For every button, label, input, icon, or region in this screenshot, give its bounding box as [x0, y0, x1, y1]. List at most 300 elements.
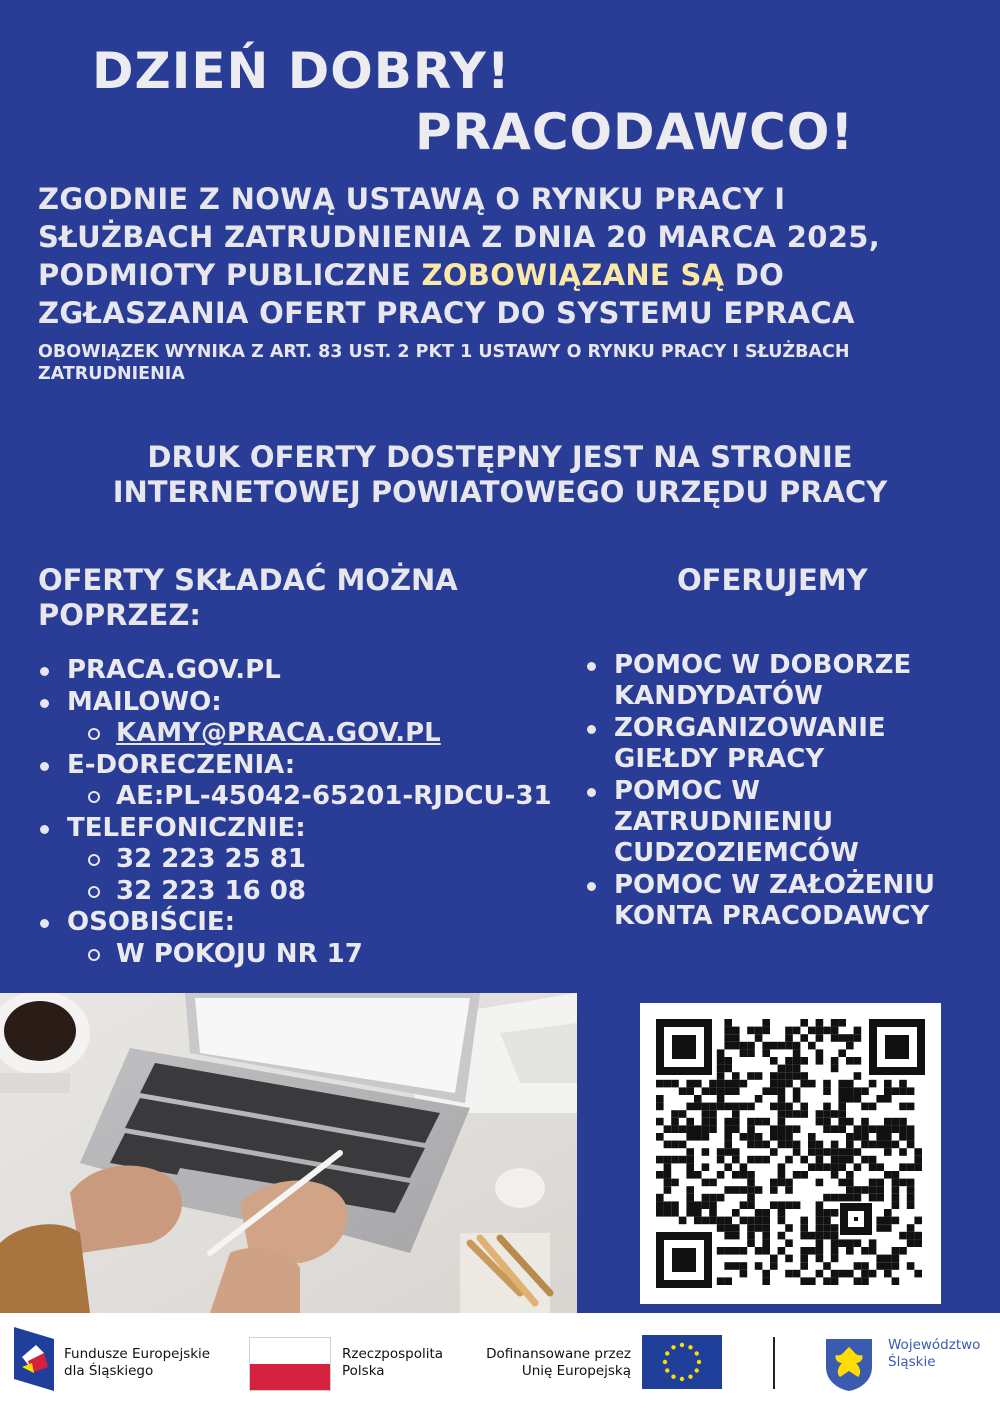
qr-module: [831, 1163, 839, 1171]
qr-module: [747, 1217, 755, 1225]
qr-module: [914, 1217, 922, 1225]
qr-module: [671, 1118, 679, 1126]
poland-label: Rzeczpospolita Polska: [342, 1346, 444, 1379]
qr-module: [907, 1262, 915, 1270]
qr-module: [892, 1277, 900, 1285]
qr-module: [884, 1171, 892, 1179]
qr-module: [892, 1217, 900, 1225]
qr-module: [793, 1141, 801, 1149]
qr-module: [709, 1209, 717, 1217]
qr-module: [884, 1148, 892, 1156]
qr-module: [755, 1034, 763, 1042]
qr-module: [686, 1087, 694, 1095]
eu-star: [680, 1343, 684, 1347]
qr-module: [876, 1141, 884, 1149]
qr-module: [762, 1217, 770, 1225]
qr-module: [778, 1087, 786, 1095]
qr-module: [762, 1027, 770, 1035]
qr-module: [770, 1080, 778, 1088]
qr-module: [800, 1019, 808, 1027]
list-item: POMOC W DOBORZE KANDYDATÓW: [585, 650, 974, 712]
qr-module: [854, 1262, 862, 1270]
qr-module: [671, 1209, 679, 1217]
qr-module: [892, 1141, 900, 1149]
qr-module: [823, 1277, 831, 1285]
qr-module: [816, 1163, 824, 1171]
qr-module: [831, 1065, 839, 1073]
qr-module: [732, 1209, 740, 1217]
qr-module: [679, 1217, 687, 1225]
qr-module: [656, 1194, 664, 1202]
qr-module: [808, 1042, 816, 1050]
email-link[interactable]: KAMY@PRACA.GOV.PL: [116, 718, 441, 748]
qr-module: [770, 1148, 778, 1156]
qr-module: [679, 1125, 687, 1133]
qr-module: [724, 1125, 732, 1133]
qr-module: [869, 1141, 877, 1149]
qr-module: [854, 1095, 862, 1103]
qr-module: [762, 1141, 770, 1149]
qr-module: [884, 1262, 892, 1270]
qr-module: [816, 1027, 824, 1035]
qr-module: [823, 1087, 831, 1095]
qr-module: [861, 1103, 869, 1111]
qr-module: [884, 1125, 892, 1133]
eu-star: [665, 1368, 669, 1372]
qr-module: [747, 1125, 755, 1133]
qr-module: [717, 1103, 725, 1111]
qr-module: [823, 1118, 831, 1126]
qr-module: [793, 1057, 801, 1065]
qr-module: [702, 1217, 710, 1225]
qr-module: [876, 1262, 884, 1270]
qr-module: [846, 1171, 854, 1179]
qr-module: [709, 1125, 717, 1133]
qr-module: [732, 1027, 740, 1035]
qr-module: [717, 1087, 725, 1095]
qr-module: [914, 1156, 922, 1164]
list-item: PRACA.GOV.PL: [38, 655, 578, 687]
qr-module: [907, 1224, 915, 1232]
qr-module: [740, 1201, 748, 1209]
eu-star: [697, 1360, 701, 1364]
qr-module: [740, 1262, 748, 1270]
qr-module: [747, 1179, 755, 1187]
qr-module: [846, 1118, 854, 1126]
qr-module: [694, 1095, 702, 1103]
qr-module: [785, 1179, 793, 1187]
qr-module: [717, 1247, 725, 1255]
qr-module: [831, 1247, 839, 1255]
qr-module: [762, 1270, 770, 1278]
qr-module: [778, 1080, 786, 1088]
list-item: POMOC W ZAŁOŻENIU KONTA PRACODAWCY: [585, 870, 1000, 932]
qr-module: [854, 1163, 862, 1171]
qr-module: [747, 1171, 755, 1179]
qr-module: [907, 1239, 915, 1247]
qr-module: [884, 1118, 892, 1126]
qr-module: [831, 1209, 839, 1217]
qr-module: [823, 1080, 831, 1088]
qr-module: [724, 1019, 732, 1027]
qr-module: [656, 1171, 664, 1179]
eu-cofunded-label: Dofinansowane przez Unię Europejską: [486, 1346, 631, 1379]
qr-module: [656, 1209, 664, 1217]
qr-module: [740, 1049, 748, 1057]
qr-module: [876, 1186, 884, 1194]
qr-module: [846, 1186, 854, 1194]
qr-module: [762, 1232, 770, 1240]
qr-module: [838, 1095, 846, 1103]
qr-module: [770, 1103, 778, 1111]
qr-module: [755, 1095, 763, 1103]
qr-module: [816, 1217, 824, 1225]
qr-module: [823, 1262, 831, 1270]
qr-module: [876, 1125, 884, 1133]
qr-module: [854, 1194, 862, 1202]
qr-module: [838, 1239, 846, 1247]
qr-module: [861, 1270, 869, 1278]
qr-code-icon: [640, 1003, 941, 1304]
qr-module: [800, 1224, 808, 1232]
qr-module: [709, 1217, 717, 1225]
qr-module: [808, 1232, 816, 1240]
qr-module: [846, 1179, 854, 1187]
qr-module: [717, 1049, 725, 1057]
qr-module: [838, 1179, 846, 1187]
qr-module: [747, 1118, 755, 1126]
qr-module: [816, 1141, 824, 1149]
qr-module: [724, 1042, 732, 1050]
qr-module: [793, 1125, 801, 1133]
qr-module: [899, 1179, 907, 1187]
qr-module: [702, 1148, 710, 1156]
qr-module: [686, 1186, 694, 1194]
qr-module: [656, 1201, 664, 1209]
qr-module: [861, 1186, 869, 1194]
qr-module: [778, 1209, 786, 1217]
qr-module: [785, 1103, 793, 1111]
submit-offers-title: OFERTY SKŁADAĆ MOŻNA POPRZEZ:: [38, 563, 458, 632]
list-item: TELEFONICZNIE:: [38, 813, 578, 845]
qr-module: [876, 1163, 884, 1171]
qr-module: [755, 1072, 763, 1080]
qr-module: [778, 1095, 786, 1103]
qr-module: [656, 1103, 664, 1111]
qr-module: [899, 1125, 907, 1133]
qr-module: [831, 1277, 839, 1285]
qr-module: [732, 1087, 740, 1095]
qr-module: [717, 1065, 725, 1073]
qr-module: [664, 1080, 672, 1088]
qr-module: [732, 1232, 740, 1240]
qr-module: [686, 1148, 694, 1156]
qr-module: [846, 1239, 854, 1247]
qr-module: [831, 1232, 839, 1240]
qr-module: [702, 1163, 710, 1171]
qr-module: [892, 1125, 900, 1133]
qr-module: [816, 1156, 824, 1164]
qr-module: [778, 1201, 786, 1209]
qr-module: [778, 1118, 786, 1126]
qr-module: [724, 1034, 732, 1042]
qr-module: [664, 1209, 672, 1217]
qr-module: [861, 1156, 869, 1164]
qr-module: [770, 1133, 778, 1141]
qr-module: [861, 1087, 869, 1095]
qr-module: [854, 1277, 862, 1285]
qr-module: [732, 1148, 740, 1156]
qr-module: [831, 1270, 839, 1278]
silesia-label: Województwo Śląskie: [888, 1337, 981, 1370]
qr-module: [740, 1186, 748, 1194]
qr-module: [671, 1080, 679, 1088]
qr-module: [732, 1224, 740, 1232]
qr-module: [800, 1255, 808, 1263]
qr-module: [664, 1163, 672, 1171]
qr-module: [664, 1201, 672, 1209]
qr-module: [846, 1095, 854, 1103]
qr-module: [816, 1232, 824, 1240]
qr-module: [800, 1103, 808, 1111]
qr-module: [755, 1186, 763, 1194]
qr-module: [892, 1201, 900, 1209]
qr-module: [717, 1171, 725, 1179]
qr-module: [671, 1179, 679, 1187]
qr-module: [884, 1087, 892, 1095]
sub-list-item: 32 223 25 81: [38, 844, 578, 876]
qr-module: [778, 1125, 786, 1133]
eu-star: [663, 1360, 667, 1364]
qr-module: [755, 1118, 763, 1126]
qr-module: [785, 1042, 793, 1050]
qr-module: [846, 1133, 854, 1141]
qr-module: [686, 1103, 694, 1111]
qr-module: [892, 1171, 900, 1179]
qr-module: [793, 1065, 801, 1073]
qr-module: [838, 1110, 846, 1118]
laptop-photo: [0, 993, 577, 1313]
qr-module: [907, 1087, 915, 1095]
qr-module: [686, 1171, 694, 1179]
qr-module: [854, 1186, 862, 1194]
eu-star: [688, 1375, 692, 1379]
qr-module: [709, 1087, 717, 1095]
qr-module: [869, 1080, 877, 1088]
qr-module: [747, 1232, 755, 1240]
qr-module: [861, 1247, 869, 1255]
qr-module: [709, 1118, 717, 1126]
qr-module: [778, 1179, 786, 1187]
qr-module: [884, 1133, 892, 1141]
qr-module: [838, 1103, 846, 1111]
qr-module: [724, 1103, 732, 1111]
qr-module: [709, 1179, 717, 1187]
qr-module: [793, 1072, 801, 1080]
qr-module: [876, 1133, 884, 1141]
qr-module: [823, 1103, 831, 1111]
qr-module: [747, 1194, 755, 1202]
qr-module: [823, 1110, 831, 1118]
qr-module: [664, 1171, 672, 1179]
qr-module: [831, 1194, 839, 1202]
qr-module: [770, 1255, 778, 1263]
qr-module: [831, 1110, 839, 1118]
qr-module: [755, 1217, 763, 1225]
qr-module: [816, 1270, 824, 1278]
qr-module: [861, 1277, 869, 1285]
qr-module: [671, 1125, 679, 1133]
qr-module: [717, 1072, 725, 1080]
qr-module: [838, 1148, 846, 1156]
qr-module: [778, 1141, 786, 1149]
qr-module: [732, 1042, 740, 1050]
qr-module: [907, 1201, 915, 1209]
qr-module: [785, 1224, 793, 1232]
qr-module: [770, 1262, 778, 1270]
qr-module: [778, 1042, 786, 1050]
qr-module: [702, 1179, 710, 1187]
qr-module: [838, 1118, 846, 1126]
qr-module: [861, 1118, 869, 1126]
qr-module: [740, 1171, 748, 1179]
qr-module: [785, 1255, 793, 1263]
qr-module: [854, 1087, 862, 1095]
european-funds-label: Fundusze Europejskie dla Śląskiego: [64, 1346, 211, 1379]
qr-module: [823, 1027, 831, 1035]
qr-module: [686, 1118, 694, 1126]
qr-module: [876, 1255, 884, 1263]
qr-module: [778, 1247, 786, 1255]
sub-list-item: AE:PL-45042-65201-RJDCU-31: [38, 781, 578, 813]
qr-module: [732, 1072, 740, 1080]
qr-module: [846, 1141, 854, 1149]
qr-module: [778, 1232, 786, 1240]
qr-module: [762, 1156, 770, 1164]
qr-module: [724, 1232, 732, 1240]
list-item: E-DORECZENIA:: [38, 750, 578, 782]
qr-module: [740, 1042, 748, 1050]
legal-note: OBOWIĄZEK WYNIKA Z ART. 83 UST. 2 PKT 1 USTAWY O RYNKU PRACY I SŁUŻBACH ZATRUDNIENIA: [38, 342, 850, 384]
qr-module: [823, 1148, 831, 1156]
qr-module: [793, 1095, 801, 1103]
qr-module: [732, 1125, 740, 1133]
qr-module: [770, 1042, 778, 1050]
qr-module: [892, 1186, 900, 1194]
qr-module: [838, 1125, 846, 1133]
qr-module: [869, 1270, 877, 1278]
qr-module: [884, 1270, 892, 1278]
qr-module: [816, 1179, 824, 1187]
qr-module: [740, 1247, 748, 1255]
qr-module: [808, 1277, 816, 1285]
qr-module: [724, 1141, 732, 1149]
qr-module: [793, 1087, 801, 1095]
qr-module: [823, 1209, 831, 1217]
qr-module: [770, 1186, 778, 1194]
qr-module: [793, 1049, 801, 1057]
qr-module: [732, 1247, 740, 1255]
qr-module: [816, 1255, 824, 1263]
footer-divider: [773, 1337, 775, 1389]
sub-list-item: W POKOJU NR 17: [38, 939, 578, 971]
qr-module: [724, 1133, 732, 1141]
qr-module: [861, 1125, 869, 1133]
qr-module: [785, 1072, 793, 1080]
qr-module: [823, 1224, 831, 1232]
qr-module: [679, 1141, 687, 1149]
qr-module: [907, 1232, 915, 1240]
qr-module: [914, 1239, 922, 1247]
qr-module: [724, 1217, 732, 1225]
qr-module: [732, 1080, 740, 1088]
qr-module: [800, 1080, 808, 1088]
qr-module: [671, 1156, 679, 1164]
list-item: ZORGANIZOWANIE GIEŁDY PRACY: [585, 713, 934, 775]
qr-module: [747, 1049, 755, 1057]
qr-module: [747, 1141, 755, 1149]
qr-module: [861, 1141, 869, 1149]
qr-module: [899, 1148, 907, 1156]
sub-list-item: 32 223 16 08: [38, 876, 578, 908]
qr-module: [800, 1247, 808, 1255]
qr-module: [861, 1262, 869, 1270]
qr-module: [664, 1156, 672, 1164]
qr-module: [800, 1232, 808, 1240]
qr-module: [686, 1080, 694, 1088]
qr-module: [770, 1057, 778, 1065]
qr-module: [846, 1080, 854, 1088]
qr-module: [747, 1027, 755, 1035]
qr-module: [785, 1034, 793, 1042]
qr-module: [732, 1118, 740, 1126]
employer-heading: PRACODAWCO!: [415, 103, 855, 161]
qr-module: [876, 1179, 884, 1187]
qr-module: [876, 1224, 884, 1232]
qr-module: [686, 1194, 694, 1202]
qr-module: [793, 1201, 801, 1209]
qr-module: [702, 1201, 710, 1209]
eu-star: [671, 1375, 675, 1379]
qr-module: [876, 1217, 884, 1225]
qr-module: [785, 1133, 793, 1141]
qr-module: [846, 1156, 854, 1164]
qr-module: [831, 1148, 839, 1156]
qr-module: [724, 1087, 732, 1095]
qr-module: [892, 1194, 900, 1202]
qr-module: [823, 1163, 831, 1171]
list-item: OSOBIŚCIE:: [38, 907, 578, 939]
qr-module: [800, 1277, 808, 1285]
qr-module: [686, 1156, 694, 1164]
qr-module: [846, 1270, 854, 1278]
qr-module: [838, 1049, 846, 1057]
qr-module: [656, 1156, 664, 1164]
eu-star: [695, 1368, 699, 1372]
qr-module: [740, 1217, 748, 1225]
qr-module: [747, 1224, 755, 1232]
qr-module: [778, 1103, 786, 1111]
qr-module: [747, 1201, 755, 1209]
qr-module: [816, 1049, 824, 1057]
qr-module: [770, 1125, 778, 1133]
qr-module: [869, 1163, 877, 1171]
qr-module: [854, 1239, 862, 1247]
qr-module: [702, 1110, 710, 1118]
qr-module: [808, 1133, 816, 1141]
qr-module: [717, 1148, 725, 1156]
qr-module: [846, 1148, 854, 1156]
